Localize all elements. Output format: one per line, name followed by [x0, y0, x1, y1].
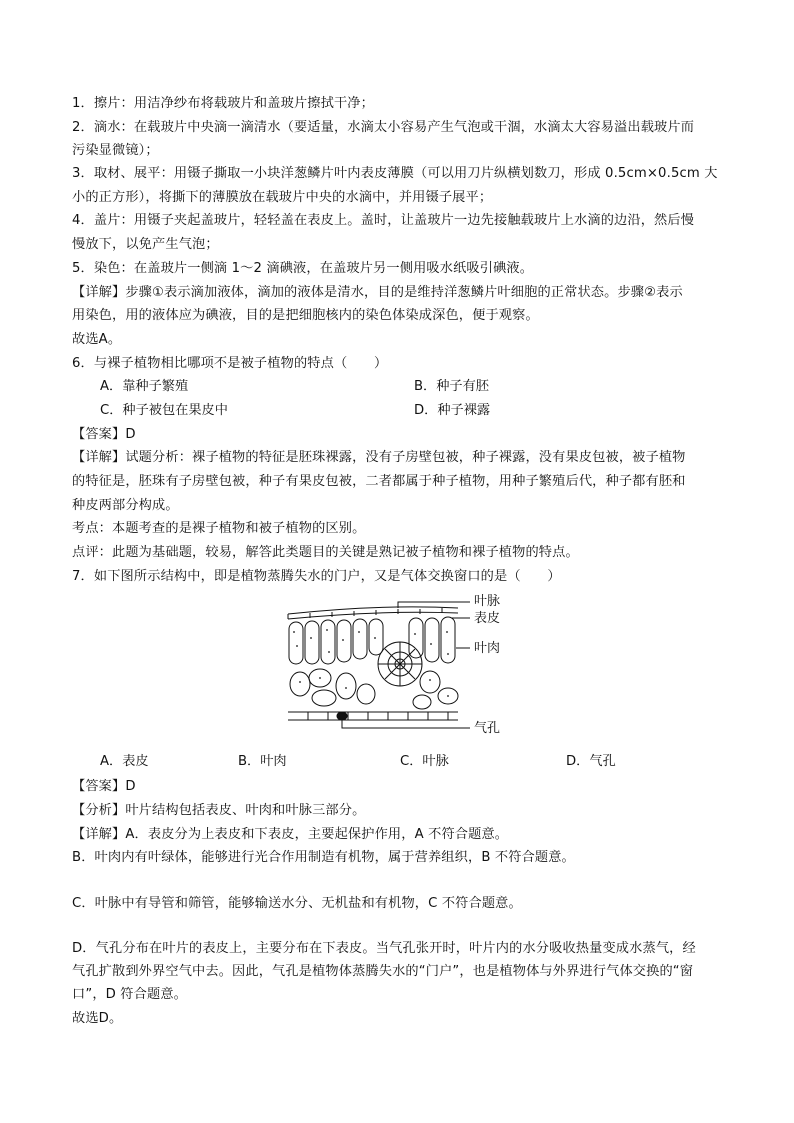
q7-detail-d-line-2: 气孔扩散到外界空气中去。因此，气孔是植物体蒸腾失水的“门户”，也是植物体与外界进行气体交换的“窗: [72, 964, 694, 979]
q7-answer: 【答案】D: [72, 779, 136, 794]
q6-option-a: A．靠种子繁殖: [100, 379, 189, 394]
step-2-line-2: 污染显微镜）；: [72, 143, 159, 158]
step-3-line-2: 小的正方形），将撕下的薄膜放在载玻片中央的水滴中，并用镊子展平；: [72, 190, 493, 205]
q7-analysis: 【分析】叶片结构包括表皮、叶肉和叶脉三部分。: [72, 803, 366, 818]
q7-option-d: D．气孔: [566, 754, 616, 769]
q7-stem: 7．如下图所示结构中，即是植物蒸腾失水的门户，又是气体交换窗口的是（ ）: [72, 569, 561, 584]
q7-detail-b: B．叶肉内有叶绿体，能够进行光合作用制造有机物，属于营养组织，B 不符合题意。: [72, 850, 575, 865]
q7-conclusion: 故选D。: [72, 1011, 123, 1026]
q7-option-c: C．叶脉: [400, 754, 449, 769]
q5-conclusion: 故选A。: [72, 332, 122, 347]
step-2-line-1: 2．滴水：在载玻片中央滴一滴清水（要适量，水滴太小容易产生气泡或干涸，水滴太大容易溢出载玻片而: [72, 120, 695, 135]
q6-option-d: D．种子裸露: [414, 403, 491, 418]
q6-option-c: C．种子被包在果皮中: [100, 403, 228, 418]
leaf-cross-section-figure: [280, 594, 520, 742]
q5-detail-line-1: 【详解】步骤①表示滴加液体，滴加的液体是清水，目的是维持洋葱鳞片叶细胞的正常状态。步骤②表示: [72, 285, 683, 300]
q6-answer: 【答案】D: [72, 427, 136, 442]
step-3-line-1: 3．取材、展平：用镊子撕取一小块洋葱鳞片叶内表皮薄膜（可以用刀片纵横划数刀，形成 0.5cm×0.5cm 大: [72, 166, 718, 181]
figure-label-mesophyll: 叶肉: [474, 641, 501, 656]
q7-detail-d-line-1: D．气孔分布在叶片的表皮上，主要分布在下表皮。当气孔张开时，叶片内的水分吸收热量变成水蒸气，经: [72, 941, 696, 956]
q7-detail-d-line-3: 口”，D 符合题意。: [72, 987, 187, 1002]
q6-option-b: B．种子有胚: [414, 379, 489, 394]
q6-stem: 6．与裸子植物相比哪项不是被子植物的特点（ ）: [72, 356, 388, 371]
step-5: 5．染色：在盖玻片一侧滴 1～2 滴碘液，在盖玻片另一侧用吸水纸吸引碘液。: [72, 261, 534, 276]
figure-label-vein: 叶脉: [474, 594, 501, 609]
q6-detail-line-1: 【详解】试题分析：裸子植物的特征是胚珠裸露，没有子房壁包被，种子裸露，没有果皮包被，被子植物: [72, 450, 686, 465]
q6-exam-point: 考点：本题考查的是裸子植物和被子植物的区别。: [72, 521, 366, 536]
q7-detail-c: C．叶脉中有导管和筛管，能够输送水分、无机盐和有机物，C 不符合题意。: [72, 896, 522, 911]
q6-detail-line-2: 的特征是，胚珠有子房壁包被，种子有果皮包被，二者都属于种子植物，用种子繁殖后代，种子都有胚和: [72, 474, 686, 489]
q6-comment: 点评：此题为基础题，较易，解答此类题目的关键是熟记被子植物和裸子植物的特点。: [72, 545, 579, 560]
figure-label-epidermis: 表皮: [474, 611, 501, 626]
q6-detail-line-3: 种皮两部分构成。: [72, 498, 179, 513]
q7-detail-a: 【详解】A．表皮分为上表皮和下表皮，主要起保护作用，A 不符合题意。: [72, 827, 509, 842]
step-4-line-1: 4．盖片：用镊子夹起盖玻片，轻轻盖在表皮上。盖时，让盖玻片一边先接触载玻片上水滴的边沿，然后慢: [72, 213, 695, 228]
q7-option-a: A．表皮: [100, 754, 149, 769]
step-1: 1．擦片：用洁净纱布将载玻片和盖玻片擦拭干净；: [72, 96, 374, 111]
figure-label-stoma: 气孔: [474, 721, 501, 736]
q7-option-b: B．叶肉: [238, 754, 287, 769]
q5-detail-line-2: 用染色，用的液体应为碘液，目的是把细胞核内的染色体染成深色，便于观察。: [72, 308, 539, 323]
step-4-line-2: 慢放下，以免产生气泡；: [72, 237, 219, 252]
